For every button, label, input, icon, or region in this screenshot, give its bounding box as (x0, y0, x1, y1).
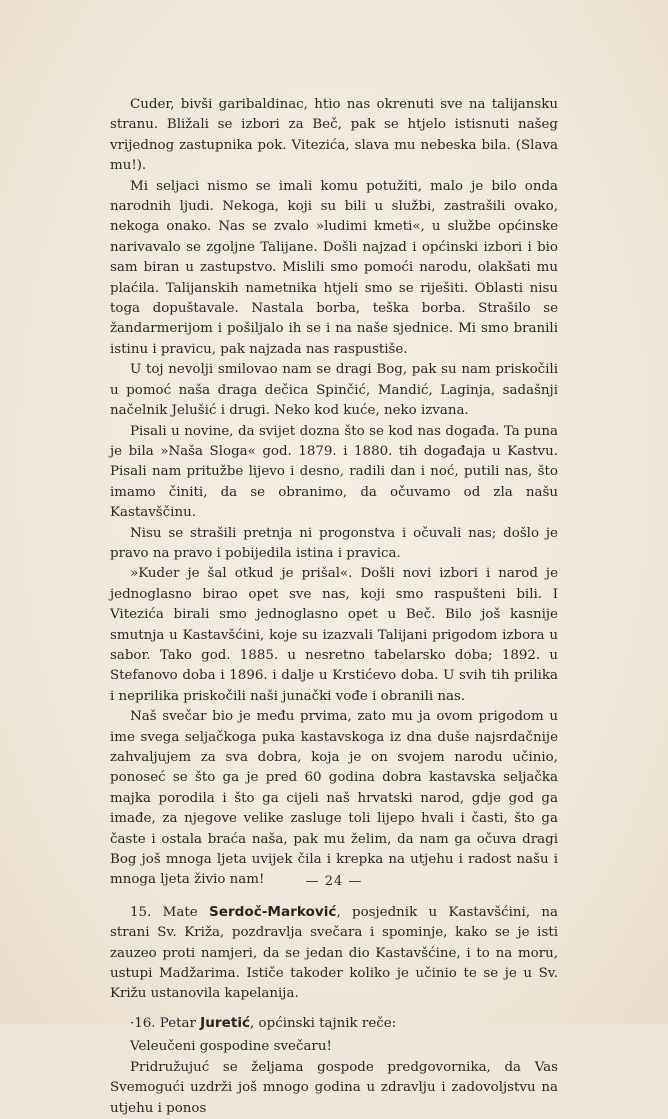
salutation: Veleučeni gospodine svečaru! (130, 1039, 332, 1055)
page-number (0, 874, 668, 889)
closing-paragraph: Pridružujuć se željama gospode predgovornika, da Vas Svemogući uzdrži još mnogo godina u zdravlju i zadovoljstvu na utjehu i ponos (110, 1059, 558, 1116)
paragraph-5: Nisu se strašili pretnja ni progonstva i očuvali nas; došlo je pravo na pravo i pobijedila istina i pravica. (110, 525, 558, 561)
speaker-15-name: Serdoč-Marković (208, 903, 337, 920)
speaker-16-name: Juretić (200, 1014, 251, 1031)
speaker-15-prefix: 15. Mate (130, 904, 209, 920)
paragraph-4: Pisali u novine, da svijet dozna što se kod nas događa. Ta puna je bila »Naša Sloga« god. 1879. i 1880. tih događaja u Kastvu. Pisali nam pritužbe lijevo i desno, radili dan i noć, putili nas, što imamo činiti, da se obranimo, da očuvamo od zla našu Kastavščinu. (110, 423, 558, 521)
paragraph-7: Naš svečar bio je među prvima, zato mu ja ovom prigodom u ime svega seljačkoga puka kastavskoga iz dna duše najsrdačnije zahvaljujem za sva dobra, koja je on svojem narodu učinio, ponoseć se što ga je pred 60 godina dobra kastavska seljačka majka porodila i što ga cijeli naš hrvatski narod, gdje god ga imađe, za njegove velike zasluge toli lijepo hvali i časti, što ga časte i ostala braća naša, pak mu želim, da nam ga očuva dragi Bog još mnoga ljeta uvijek čila i krepka na utjehu i radost našu i mnoga ljeta živio nam! (110, 709, 558, 888)
speaker-16-text: , općinski tajnik reče: (250, 1015, 397, 1031)
speaker-15-text: , posjednik u Kastavšćini, na strani Sv. Križa, pozdravlja svečara i spominje, kako se je isti zauzeo proti namjeri, da se jedan dio Kastavšćine, i to na moru, ustupi Madžarima. Ističe takoder koliko je učinio te se je u Sv. Križu ustanovila kapelanija. (110, 904, 559, 1002)
page-number-text: — 24 — (305, 874, 363, 889)
paragraph-6: »Kuder je šal otkud je prišal«. Došli novi izbori i narod je jednoglasno birao opet sve nas, koji smo raspušteni bili. I Vitezića birali smo jednoglasno opet u Beč. Bilo još kasnije smutnja u Kastavšćini, koje su izazvali Talijani prigodom izbora u sabor. Tako god. 1885. u nesretno tabelarsko doba; 1892. u Stefanovo doba i 1896. i dalje u Krstićevo doba. U svih tih prilika i neprilika priskočili naši junački vođe i obranili nas. (110, 566, 558, 704)
paragraph-2: Mi seljaci nismo se imali komu potužiti, malo je bilo onda narodnih ljudi. Nekoga, koji su bili u službi, zastrašili ovako, nekoga onako. Nas se zvalo »ludimi kmeti«, u službe općinske narivavalo se zgoljne Talijane. Došli najzad i općinski izbori i bio sam biran u zastupstvo. Mislili smo pomoći narodu, olakšati mu plaćila. Talijanskih nametnika htjeli smo se riješiti. Oblasti nisu toga dopuštavale. Nastala borba, teška borba. Strašilo se žandarmerijom i pošiljalo ih se i na naše sjednice. Mi smo branili istinu i pravicu, pak najzada nas raspustiše. (110, 178, 558, 357)
body-text (110, 95, 558, 1119)
paragraph-1: Cuder, bivši garibaldinac, htio nas okrenuti sve na talijansku stranu. Bližali se izbori za Beč, pak se htjelo istisnuti našeg vrijednog zastupnika pok. Vitezića, slava mu nebeska bila. (Slava mu!). (110, 97, 558, 174)
speaker-16-prefix: ·16. Petar (130, 1015, 201, 1031)
speaker-15-paragraph (110, 902, 558, 1005)
paragraph-3: U toj nevolji smilovao nam se dragi Bog, pak su nam priskočili u pomoć naša draga dečica Spinčić, Mandić, Laginja, sadašnji načelnik Jelušić i drugi. Neko kod kuće, neko izvana. (110, 362, 558, 419)
